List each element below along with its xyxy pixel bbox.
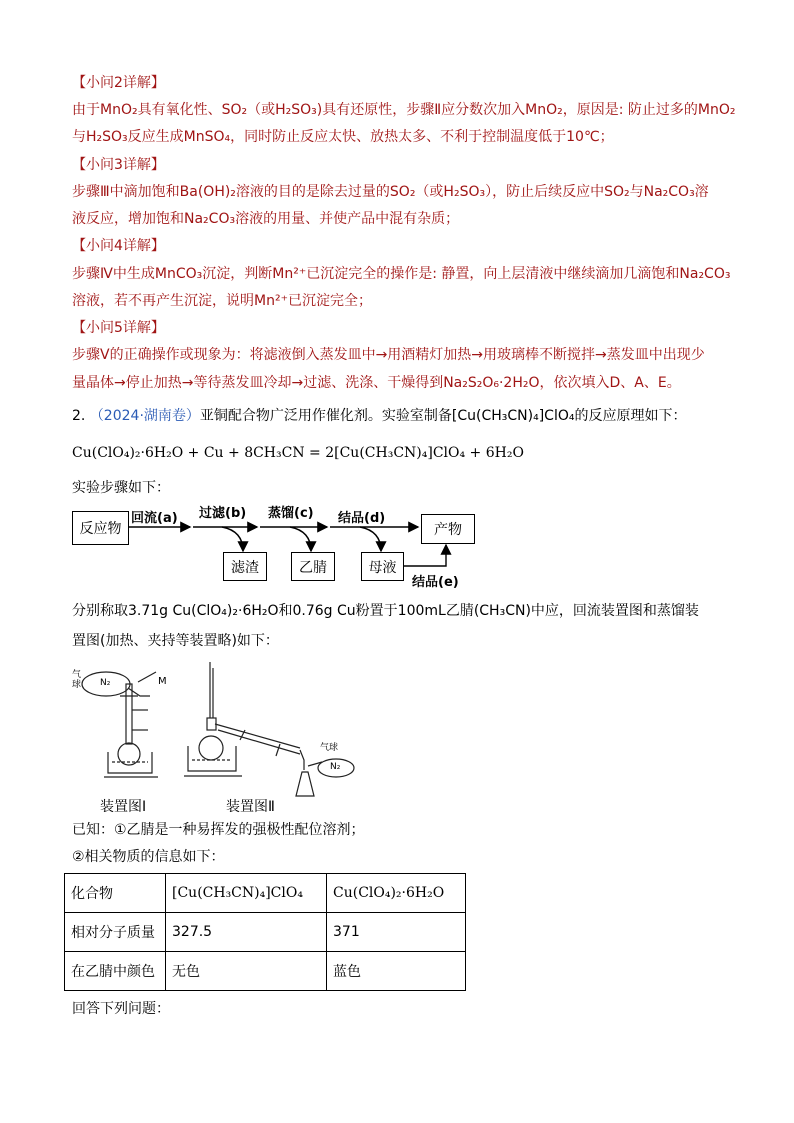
question-number: 2.: [72, 408, 86, 424]
table-cell: 蓝色: [327, 952, 466, 991]
answer-line: 与H₂SO₃反应生成MnSO₄，同时防止反应太快、放热太多、不利于控制温度低于10℃；: [72, 129, 614, 145]
flow-box-nitrile: 乙腈: [291, 552, 335, 581]
table-cell: 371: [327, 913, 466, 952]
question-intro-line: [72, 406, 686, 426]
apparatus-figure: [60, 660, 360, 820]
answer-line: 步骤Ⅴ的正确操作或现象为：将滤液倒入蒸发皿中→用酒精灯加热→用玻璃棒不断搅拌→蒸发皿中出现少: [72, 347, 705, 363]
n2-label-2: N₂: [330, 762, 341, 772]
flask-2: [199, 736, 223, 760]
known-line-1: 已知：①乙腈是一种易挥发的强极性配位溶剂；: [72, 822, 365, 838]
table-cell: 无色: [166, 952, 327, 991]
answer-heading-3: 【小问3详解】: [72, 157, 165, 173]
question-source: （2024·湖南卷）: [89, 408, 200, 424]
flow-box-product: 产物: [421, 514, 475, 544]
answer-heading-5: 【小问5详解】: [72, 320, 165, 336]
answer-prompt: 回答下列问题：: [72, 1001, 170, 1017]
answer-line: 液反应，增加饱和Na₂CO₃溶液的用量、并使产品中混有杂质；: [72, 211, 460, 227]
flow-label-b: 过滤(b): [199, 506, 247, 521]
table-cell: 327.5: [166, 913, 327, 952]
flow-box-reactants: 反应物: [72, 511, 129, 545]
procedure-line: 置图(加热、夹持等装置略)如下：: [72, 633, 279, 649]
condenser: [126, 684, 132, 744]
answer-line: 步骤Ⅳ中生成MnCO₃沉淀，判断Mn²⁺已沉淀完全的操作是: 静置，向上层清液中继续滴加几滴饱和Na₂CO₃: [72, 266, 731, 282]
answer-line: 步骤Ⅲ中滴加饱和Ba(OH)₂溶液的目的是除去过量的SO₂（或H₂SO₃），防止后续反应中SO₂与Na₂CO₃溶: [72, 184, 709, 200]
flow-label-c: 蒸馏(c): [268, 506, 314, 521]
receiver-flask: [296, 772, 314, 796]
table-row: [65, 913, 466, 952]
procedure-line: 分别称取3.71g Cu(ClO₄)₂·6H₂O和0.76g Cu粉置于100mL乙腈(CH₃CN)中应，回流装置图和蒸馏装: [72, 603, 699, 619]
caption-apparatus-1: 装置图Ⅰ: [100, 799, 147, 815]
properties-table: [64, 873, 466, 991]
balloon-label-1: 气球: [72, 670, 82, 690]
flow-box-mother-liquor: 母液: [361, 552, 404, 581]
answer-line: 量晶体→停止加热→等待蒸发皿冷却→过滤、洗涤、干燥得到Na₂S₂O₆·2H₂O，依次填入D、A、E。: [72, 375, 681, 391]
distill-condenser: [215, 724, 300, 748]
question-intro: 亚铜配合物广泛用作催化剂。实验室制备[Cu(CH₃CN)₄]ClO₄的反应原理如下：: [199, 408, 687, 424]
flow-box-residue: 滤渣: [223, 552, 267, 581]
steps-label: 实验步骤如下：: [72, 480, 170, 496]
table-row: [65, 874, 466, 913]
table-cell: Cu(ClO₄)₂·6H₂O: [327, 874, 466, 913]
answer-line: 溶液，若不再产生沉淀，说明Mn²⁺已沉淀完全；: [72, 293, 372, 309]
answer-heading-2: 【小问2详解】: [72, 75, 165, 91]
table-row: [65, 952, 466, 991]
table-cell: [Cu(CH₃CN)₄]ClO₄: [166, 874, 327, 913]
flow-label-e: 结品(e): [412, 575, 459, 590]
flow-label-d: 结品(d): [338, 511, 386, 526]
answer-line: 由于MnO₂具有氧化性、SO₂（或H₂SO₃)具有还原性，步骤Ⅱ应分数次加入MnO₂，原因是: 防止过多的MnO₂: [72, 102, 736, 118]
n2-label-1: N₂: [100, 678, 111, 688]
flow-label-a: 回流(a): [131, 511, 178, 526]
balloon-label-2: 气球: [320, 743, 339, 753]
table-cell: 相对分子质量: [65, 913, 166, 952]
answer-heading-4: 【小问4详解】: [72, 238, 165, 254]
table-cell: 化合物: [65, 874, 166, 913]
known-line-2: ②相关物质的信息如下：: [72, 849, 225, 865]
reaction-equation: Cu(ClO₄)₂·6H₂O + Cu + 8CH₃CN = 2[Cu(CH₃CN)₄]ClO₄ + 6H₂O: [72, 445, 524, 461]
caption-apparatus-2: 装置图Ⅱ: [226, 799, 275, 815]
m-label: M: [158, 676, 167, 687]
table-cell: 在乙腈中颜色: [65, 952, 166, 991]
